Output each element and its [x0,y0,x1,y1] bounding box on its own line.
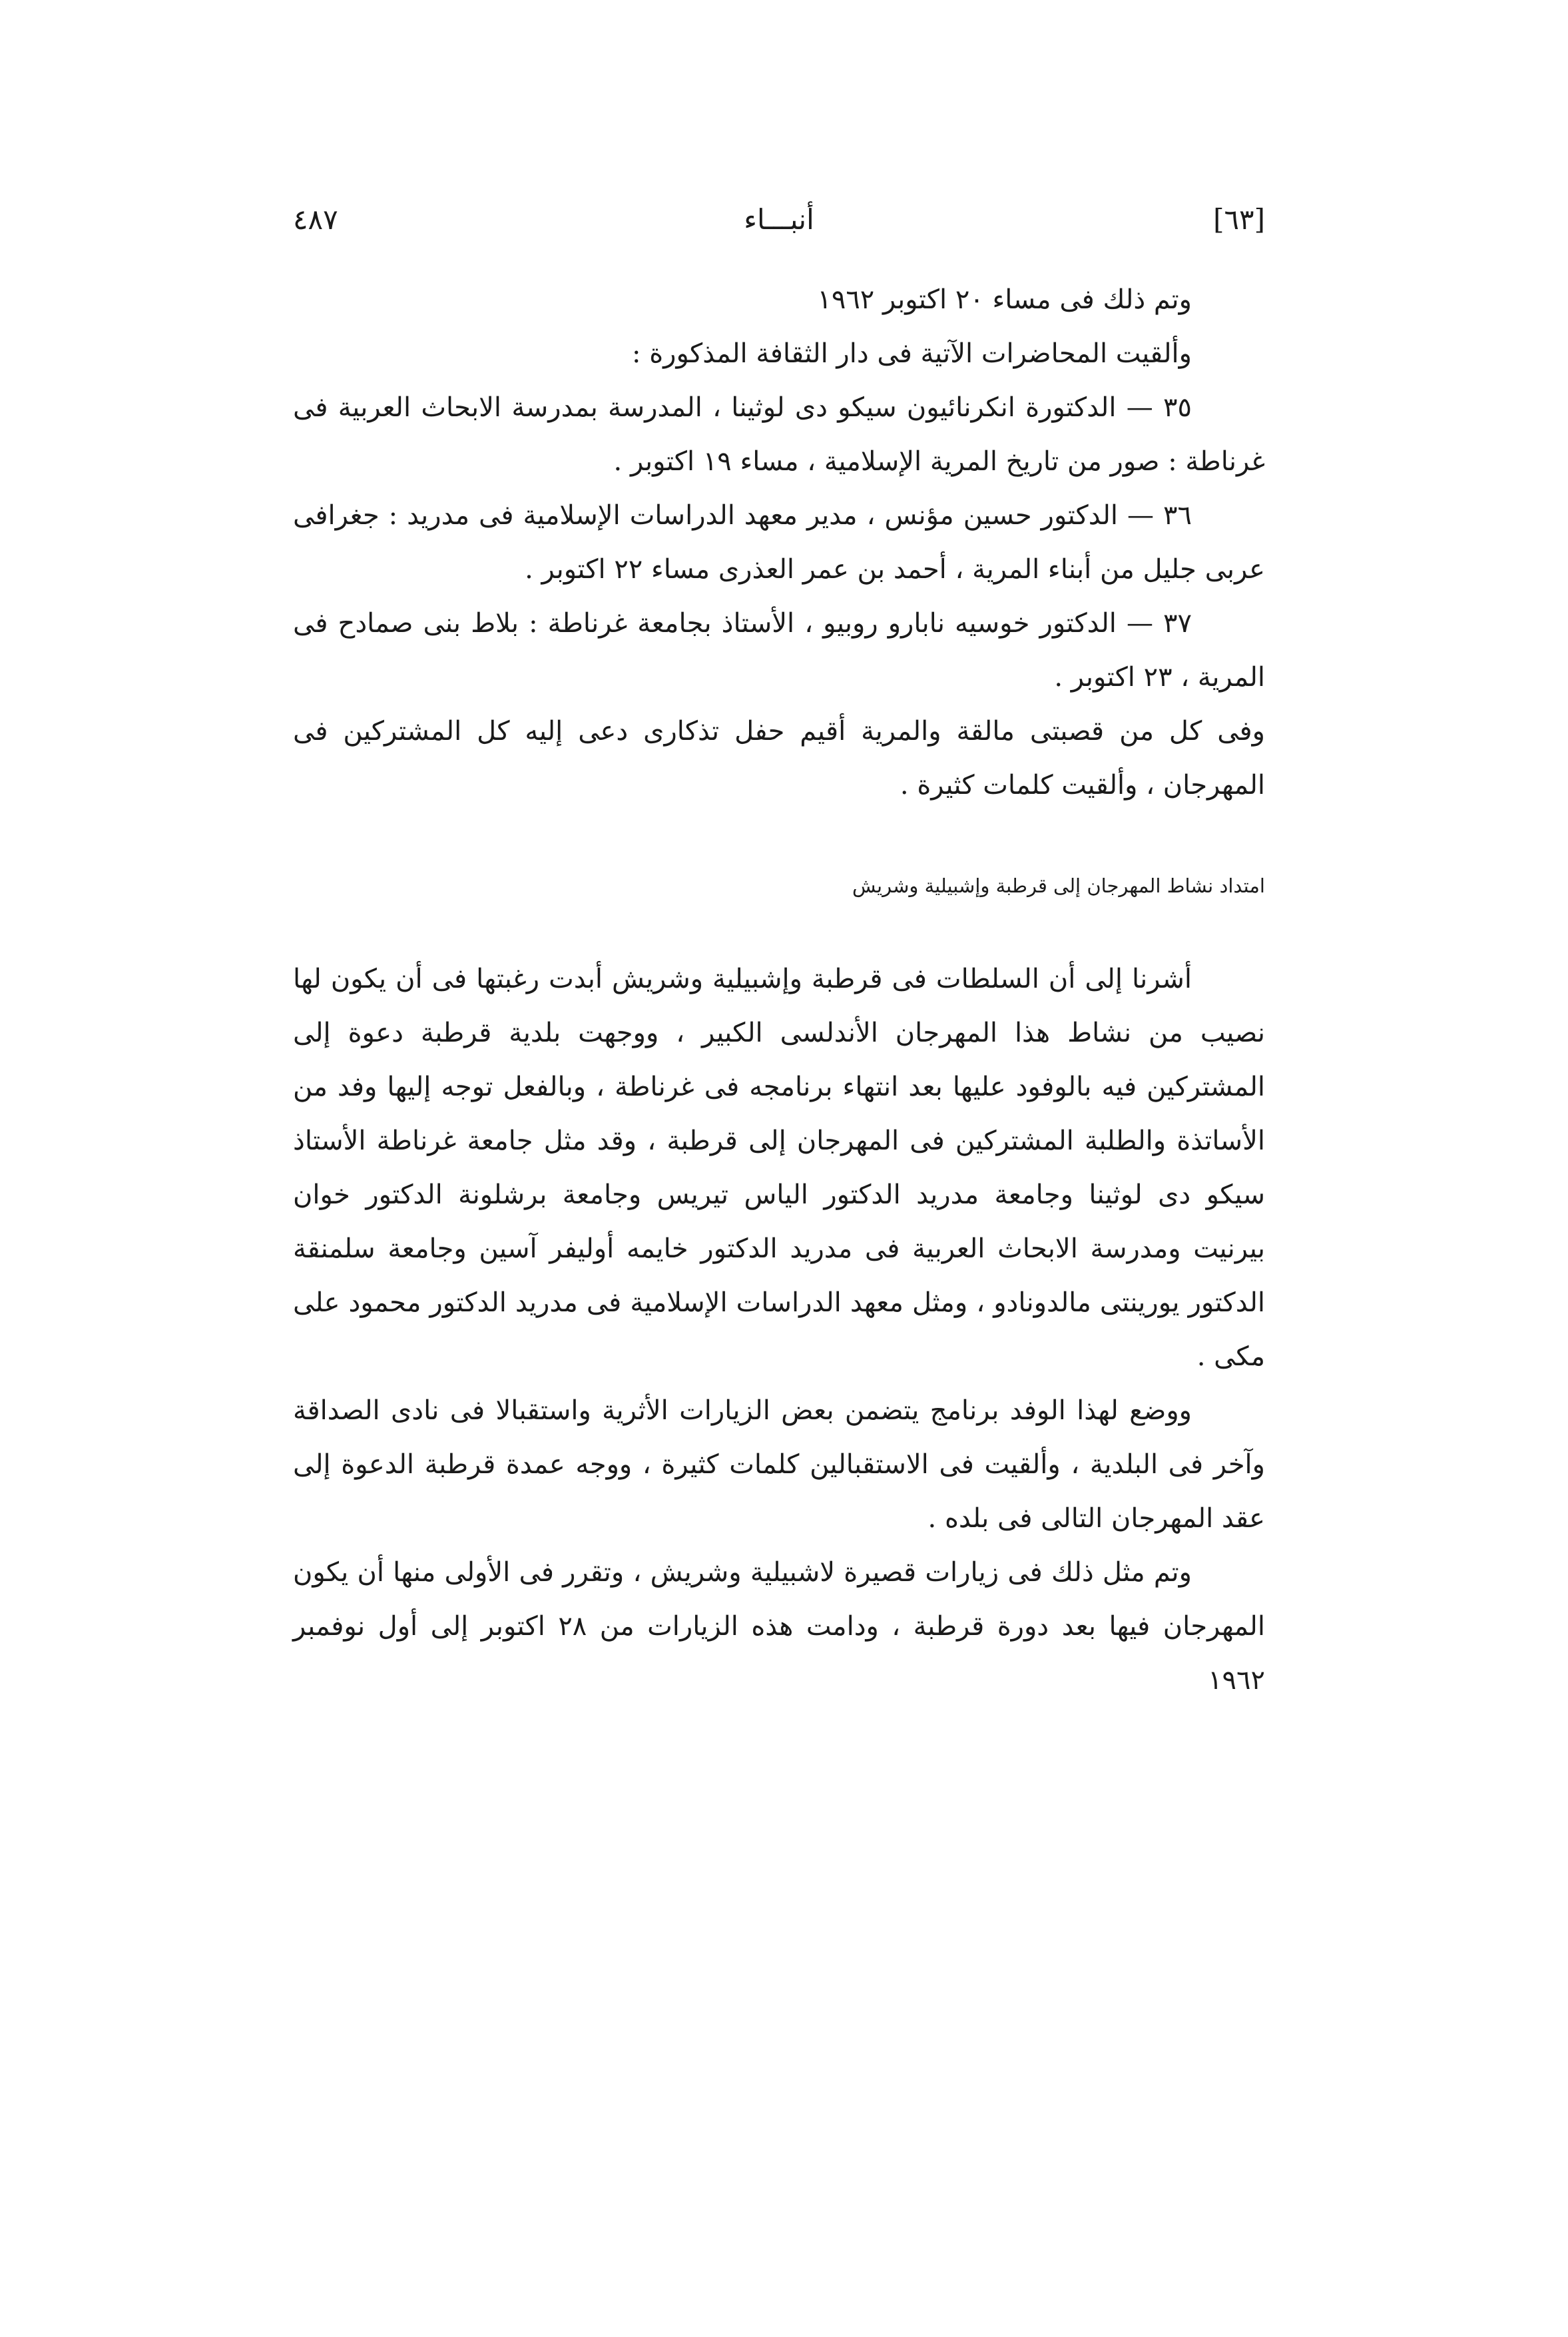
page-number: ٤٨٧ [293,203,338,236]
paragraph-lectures-intro: وألقيت المحاضرات الآتية فى دار الثقافة المذكورة : [632,338,1192,369]
paragraph-cordoba-delegation: أشرنا إلى أن السلطات فى قرطبة وإشبيلية وشريش أبدت رغبتها فى أن يكون لها نصيب من نشاط هذا المهرجان الأندلسى الكبير ، ووجهت بلدية قرطبة دعوة إلى المشتركين فيه بالوفود عليها بعد انتهاء برنامجه فى غرناطة ، وبالفعل توجه إليها وفد من الأساتذة والطلبة المشتركين فى المهرجان إلى قرطبة ، وقد مثل جامعة غرناطة الأستاذ سيكو دى لوثينا وجامعة مدريد الدكتور الياس تيريس وجامعة برشلونة الدكتور خوان بيرنيت ومدرسة الابحاث العربية فى مدريد الدكتور خايمه أوليفر آسين وجامعة سلمنقة الدكتور يورينتى مالدونادو ، ومثل معهد الدراسات الإسلامية فى مدريد الدكتور محمود على مكى . [293,964,1266,1372]
paragraph-program: ووضع لهذا الوفد برنامج يتضمن بعض الزيارات الأثرية واستقبالا فى نادى الصداقة وآخر فى البلدية ، وألقيت فى الاستقبالين كلمات كثيرة ، ووجه عمدة قرطبة الدعوة إلى عقد المهرجان التالى فى بلده . [293,1395,1265,1534]
page-bracket-number: [٦٣] [1213,203,1265,236]
running-title: أنبـــاء [744,203,814,236]
lecture-item-36: ٣٦ — الدكتور حسين مؤنس ، مدير معهد الدراسات الإسلامية فى مدريد : جغرافى عربى جليل من أبناء المرية ، أحمد بن عمر العذرى مساء ٢٢ اكتوبر . [293,500,1265,585]
paragraph-commemoration: وفى كل من قصبتى مالقة والمرية أقيم حفل تذكارى دعى إليه كل المشتركين فى المهرجان ، وألقيت كلمات كثيرة . [293,716,1265,801]
paragraph-date: وتم ذلك فى مساء ٢٠ اكتوبر ١٩٦٢ [817,284,1192,315]
lecture-item-35: ٣٥ — الدكتورة انكرنائيون سيكو دى لوثينا ، المدرسة بمدرسة الابحاث العربية فى غرناطة : صور من تاريخ المرية الإسلامية ، مساء ١٩ اكتوبر . [293,392,1265,477]
lecture-item-37: ٣٧ — الدكتور خوسيه نابارو روبيو ، الأستاذ بجامعة غرناطة : بلاط بنى صمادح فى المرية ، ٢٣ اكتوبر . [293,608,1265,693]
bottom-text-block [293,952,1265,1708]
section-heading: امتداد نشاط المهرجان إلى قرطبة وإشبيلية وشريش [852,874,1265,897]
paragraph-seville-jerez: وتم مثل ذلك فى زيارات قصيرة لاشبيلية وشريش ، وتقرر فى الأولى منها أن يكون المهرجان فيها بعد دورة قرطبة ، ودامت هذه الزيارات من ٢٨ اكتوبر إلى أول نوفمبر ١٩٦٢ [293,1557,1265,1696]
page-header [293,200,1265,253]
top-text-block [293,273,1265,813]
